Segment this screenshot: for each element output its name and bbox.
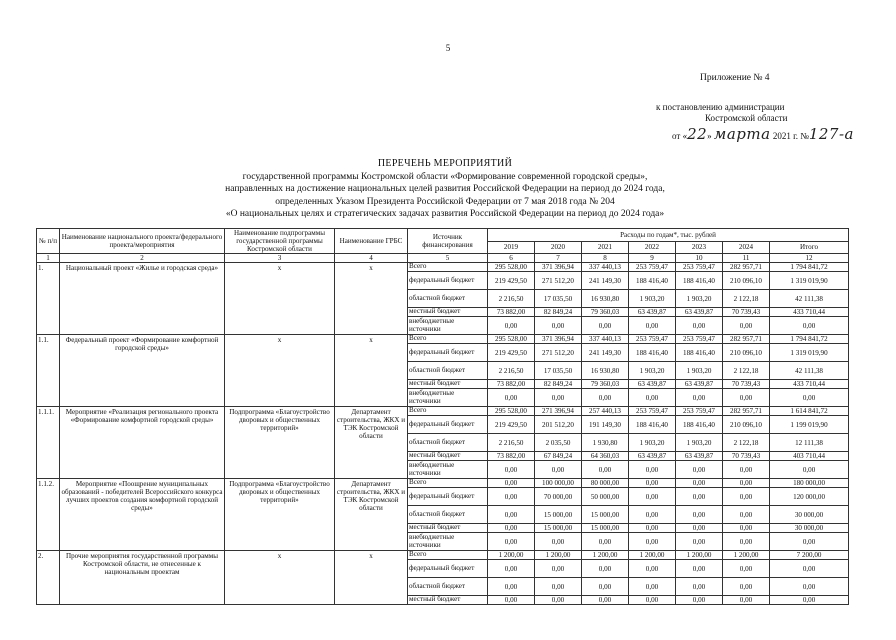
expense-value: 42 111,38 xyxy=(770,362,849,380)
decree-day: 22 xyxy=(687,125,708,143)
expense-value: 16 930,80 xyxy=(582,290,629,308)
expense-value: 0,00 xyxy=(629,578,676,596)
table-row xyxy=(37,479,849,488)
decree-month: марта xyxy=(713,125,771,143)
expense-value: 1 903,20 xyxy=(676,434,723,452)
expense-value: 0,00 xyxy=(629,389,676,407)
expense-value: 100 000,00 xyxy=(535,479,582,488)
expense-value: 253 759,47 xyxy=(676,335,723,344)
expense-value: 0,00 xyxy=(535,533,582,551)
expense-value: 0,00 xyxy=(676,506,723,524)
expense-value: 219 429,50 xyxy=(488,344,535,362)
expense-value: 282 957,71 xyxy=(723,407,770,416)
row-number: 1.1. xyxy=(37,335,60,407)
row-number: 1. xyxy=(37,263,60,335)
funding-source: Всего xyxy=(408,335,488,344)
expense-value: 50 000,00 xyxy=(582,488,629,506)
expense-value: 219 429,50 xyxy=(488,272,535,290)
expense-value: 188 416,40 xyxy=(629,344,676,362)
expense-value: 0,00 xyxy=(582,389,629,407)
expense-value: 219 429,50 xyxy=(488,416,535,434)
expense-value: 188 416,40 xyxy=(676,416,723,434)
expense-value: 0,00 xyxy=(535,578,582,596)
expense-value: 63 439,87 xyxy=(629,308,676,317)
expense-value: 70 739,43 xyxy=(723,380,770,389)
funding-source: федеральный бюджет xyxy=(408,344,488,362)
expense-value: 0,00 xyxy=(488,506,535,524)
column-index: 12 xyxy=(770,254,849,263)
expense-value: 63 439,87 xyxy=(676,308,723,317)
expense-value: 371 396,94 xyxy=(535,335,582,344)
header-grbs: Наименование ГРБС xyxy=(335,229,408,254)
expense-value: 295 528,00 xyxy=(488,335,535,344)
expense-value: 210 096,10 xyxy=(723,272,770,290)
expense-value: 0,00 xyxy=(629,533,676,551)
expense-value: 191 149,30 xyxy=(582,416,629,434)
expense-value: 0,00 xyxy=(676,524,723,533)
funding-source: Всего xyxy=(408,479,488,488)
expense-value: 0,00 xyxy=(676,389,723,407)
expense-value: 70 000,00 xyxy=(535,488,582,506)
expense-value: 253 759,47 xyxy=(676,263,723,272)
expense-value: 0,00 xyxy=(488,578,535,596)
funding-source: областной бюджет xyxy=(408,434,488,452)
expense-value: 1 794 841,72 xyxy=(770,263,849,272)
column-index: 4 xyxy=(335,254,408,263)
expense-value: 0,00 xyxy=(770,533,849,551)
expense-value: 0,00 xyxy=(676,560,723,578)
activity-name: Национальный проект «Жилье и городская среда» xyxy=(60,263,225,335)
expense-value: 433 710,44 xyxy=(770,380,849,389)
expense-value: 0,00 xyxy=(770,578,849,596)
expense-value: 0,00 xyxy=(488,596,535,605)
funding-source: федеральный бюджет xyxy=(408,488,488,506)
expense-value: 30 000,00 xyxy=(770,524,849,533)
column-index: 5 xyxy=(408,254,488,263)
decree-date-line: от «22» марта 2021 г. №127-а xyxy=(672,125,854,143)
expense-value: 0,00 xyxy=(488,389,535,407)
column-index: 1 xyxy=(37,254,60,263)
funding-source: местный бюджет xyxy=(408,524,488,533)
expense-value: 15 000,00 xyxy=(582,524,629,533)
expense-value: 73 882,00 xyxy=(488,308,535,317)
header-subprogram: Наименование подпрограммы государственной программы Костромской области xyxy=(225,229,335,254)
grbs-name: х xyxy=(335,335,408,407)
expense-value: 120 000,00 xyxy=(770,488,849,506)
expense-value: 73 882,00 xyxy=(488,380,535,389)
title-line-2: направленных на достижение национальных целей развития Российской Федерации на период до 2024 года, xyxy=(225,184,665,195)
expense-value: 7 200,00 xyxy=(770,551,849,560)
expense-value: 0,00 xyxy=(582,596,629,605)
expense-value: 0,00 xyxy=(582,578,629,596)
expense-value: 271 512,20 xyxy=(535,344,582,362)
expense-value: 0,00 xyxy=(488,317,535,335)
expense-value: 0,00 xyxy=(582,317,629,335)
funding-source: Всего xyxy=(408,551,488,560)
expense-value: 63 439,87 xyxy=(629,380,676,389)
expense-value: 0,00 xyxy=(629,560,676,578)
title-line-3: определенных Указом Президента Российской Федерации от 7 мая 2018 года № 204 xyxy=(275,196,615,207)
expense-value: 1 614 841,72 xyxy=(770,407,849,416)
expense-value: 241 149,30 xyxy=(582,344,629,362)
header-year: 2024 xyxy=(723,241,770,254)
expense-value: 1 903,20 xyxy=(676,290,723,308)
funding-source: областной бюджет xyxy=(408,290,488,308)
expense-value: 0,00 xyxy=(723,578,770,596)
expense-value: 15 000,00 xyxy=(535,524,582,533)
expense-value: 1 200,00 xyxy=(676,551,723,560)
expense-value: 0,00 xyxy=(582,560,629,578)
expense-value: 1 200,00 xyxy=(629,551,676,560)
funding-source: областной бюджет xyxy=(408,362,488,380)
funding-source: местный бюджет xyxy=(408,308,488,317)
expense-value: 0,00 xyxy=(676,596,723,605)
column-index: 11 xyxy=(723,254,770,263)
expense-value: 257 440,13 xyxy=(582,407,629,416)
expense-value: 271 396,94 xyxy=(535,407,582,416)
expense-value: 0,00 xyxy=(629,506,676,524)
expense-value: 1 903,20 xyxy=(629,434,676,452)
funding-source: областной бюджет xyxy=(408,506,488,524)
expense-value: 2 122,18 xyxy=(723,434,770,452)
column-index: 9 xyxy=(629,254,676,263)
expense-value: 0,00 xyxy=(770,560,849,578)
expense-value: 67 849,24 xyxy=(535,452,582,461)
expense-value: 2 122,18 xyxy=(723,362,770,380)
funding-source: федеральный бюджет xyxy=(408,272,488,290)
expense-value: 253 759,47 xyxy=(676,407,723,416)
subprogram-name: Подпрограмма «Благоустройство дворовых и общественных территорий» xyxy=(225,407,335,479)
expense-value: 0,00 xyxy=(629,479,676,488)
header-year: 2022 xyxy=(629,241,676,254)
decree-line-2: Костромской области xyxy=(705,113,788,123)
page-number: 5 xyxy=(445,43,451,53)
expense-value: 282 957,71 xyxy=(723,335,770,344)
expense-value: 0,00 xyxy=(488,533,535,551)
expense-value: 17 035,50 xyxy=(535,362,582,380)
expense-value: 253 759,47 xyxy=(629,263,676,272)
expense-value: 0,00 xyxy=(723,461,770,479)
activity-name: Мероприятие «Реализация регионального проекта «Формирование комфортной городской среды» xyxy=(60,407,225,479)
expense-value: 1 903,20 xyxy=(629,290,676,308)
column-index-row xyxy=(37,254,849,263)
subprogram-name: х xyxy=(225,335,335,407)
expense-value: 433 710,44 xyxy=(770,308,849,317)
expense-value: 403 710,44 xyxy=(770,452,849,461)
expense-value: 0,00 xyxy=(723,533,770,551)
subprogram-name: Подпрограмма «Благоустройство дворовых и общественных территорий» xyxy=(225,479,335,551)
expense-value: 0,00 xyxy=(723,560,770,578)
row-number: 1.1.1. xyxy=(37,407,60,479)
expense-value: 0,00 xyxy=(629,317,676,335)
expense-value: 0,00 xyxy=(770,461,849,479)
expense-value: 0,00 xyxy=(676,461,723,479)
expense-value: 0,00 xyxy=(535,596,582,605)
decree-line-1: к постановлению администрации xyxy=(656,102,785,112)
expense-value: 0,00 xyxy=(629,596,676,605)
expense-value: 0,00 xyxy=(488,479,535,488)
funding-source: местный бюджет xyxy=(408,596,488,605)
expense-value: 253 759,47 xyxy=(629,335,676,344)
expense-value: 1 200,00 xyxy=(488,551,535,560)
expense-value: 1 903,20 xyxy=(676,362,723,380)
decree-number: 127-а xyxy=(808,125,854,143)
column-index: 2 xyxy=(60,254,225,263)
expense-value: 1 319 019,90 xyxy=(770,272,849,290)
expense-value: 15 000,00 xyxy=(582,506,629,524)
expense-value: 42 111,38 xyxy=(770,290,849,308)
grbs-name: Департамент строительства, ЖКХ и ТЭК Костромской области xyxy=(335,407,408,479)
expense-value: 295 528,00 xyxy=(488,263,535,272)
header-year: 2023 xyxy=(676,241,723,254)
header-year: 2019 xyxy=(488,241,535,254)
expense-value: 82 849,24 xyxy=(535,308,582,317)
expense-value: 188 416,40 xyxy=(629,416,676,434)
table-header xyxy=(37,229,849,263)
funding-source: внебюджетные источники xyxy=(408,389,488,407)
expense-value: 1 200,00 xyxy=(582,551,629,560)
expense-value: 0,00 xyxy=(723,317,770,335)
expense-value: 0,00 xyxy=(676,578,723,596)
expense-value: 0,00 xyxy=(535,461,582,479)
expense-value: 0,00 xyxy=(676,479,723,488)
expense-value: 16 930,80 xyxy=(582,362,629,380)
expense-value: 1 199 019,90 xyxy=(770,416,849,434)
expense-value: 70 739,43 xyxy=(723,452,770,461)
decree-year: 2021 г. № xyxy=(772,131,809,141)
expense-value: 1 794 841,72 xyxy=(770,335,849,344)
expense-value: 79 360,03 xyxy=(582,380,629,389)
table-body xyxy=(37,263,849,605)
expense-value: 0,00 xyxy=(723,524,770,533)
expense-value: 282 957,71 xyxy=(723,263,770,272)
expense-value: 0,00 xyxy=(723,479,770,488)
expense-value: 2 035,50 xyxy=(535,434,582,452)
expense-value: 295 528,00 xyxy=(488,407,535,416)
expense-value: 0,00 xyxy=(535,389,582,407)
expense-value: 64 360,03 xyxy=(582,452,629,461)
expense-value: 2 216,50 xyxy=(488,434,535,452)
expense-value: 63 439,87 xyxy=(676,452,723,461)
funding-source: федеральный бюджет xyxy=(408,416,488,434)
table-row xyxy=(37,551,849,560)
expense-value: 2 122,18 xyxy=(723,290,770,308)
expense-value: 82 849,24 xyxy=(535,380,582,389)
expense-value: 0,00 xyxy=(770,389,849,407)
expense-value: 0,00 xyxy=(629,461,676,479)
expense-value: 15 000,00 xyxy=(535,506,582,524)
header-year: 2021 xyxy=(582,241,629,254)
row-number: 2. xyxy=(37,551,60,605)
grbs-name: Департамент строительства, ЖКХ и ТЭК Костромской области xyxy=(335,479,408,551)
expense-value: 63 439,87 xyxy=(629,452,676,461)
expense-value: 0,00 xyxy=(582,461,629,479)
expense-value: 0,00 xyxy=(488,524,535,533)
table-row xyxy=(37,407,849,416)
expense-value: 0,00 xyxy=(535,560,582,578)
funding-source: Всего xyxy=(408,407,488,416)
subprogram-name: х xyxy=(225,263,335,335)
expense-value: 241 149,30 xyxy=(582,272,629,290)
expense-value: 0,00 xyxy=(723,596,770,605)
expense-value: 17 035,50 xyxy=(535,290,582,308)
grbs-name: х xyxy=(335,263,408,335)
expense-value: 371 396,94 xyxy=(535,263,582,272)
header-name: Наименование национального проекта/федерального проекта/мероприятия xyxy=(60,229,225,254)
appendix-label: Приложение № 4 xyxy=(700,73,770,83)
expense-value: 0,00 xyxy=(770,596,849,605)
title-line-1: государственной программы Костромской области «Формирование современной городской среды», xyxy=(242,171,648,182)
funding-source: федеральный бюджет xyxy=(408,560,488,578)
expense-value: 79 360,03 xyxy=(582,308,629,317)
expense-value: 80 000,00 xyxy=(582,479,629,488)
table-row xyxy=(37,263,849,272)
expense-value: 0,00 xyxy=(723,389,770,407)
expense-value: 0,00 xyxy=(676,317,723,335)
subprogram-name: х xyxy=(225,551,335,605)
expense-value: 337 440,13 xyxy=(582,335,629,344)
expense-value: 210 096,10 xyxy=(723,344,770,362)
expense-value: 0,00 xyxy=(488,461,535,479)
expense-value: 253 759,47 xyxy=(629,407,676,416)
expense-value: 2 216,50 xyxy=(488,362,535,380)
header-year: Итого xyxy=(770,241,849,254)
expense-value: 0,00 xyxy=(723,506,770,524)
header-num: № п/п xyxy=(37,229,60,254)
expense-value: 0,00 xyxy=(676,488,723,506)
expense-value: 0,00 xyxy=(488,488,535,506)
expense-value: 30 000,00 xyxy=(770,506,849,524)
funding-source: внебюджетные источники xyxy=(408,533,488,551)
activity-name: Прочие мероприятия государственной программы Костромской области, не отнесенные к национальным проектам xyxy=(60,551,225,605)
expense-value: 201 512,20 xyxy=(535,416,582,434)
expense-value: 63 439,87 xyxy=(676,380,723,389)
title-heading: ПЕРЕЧЕНЬ МЕРОПРИЯТИЙ xyxy=(377,158,513,169)
funding-source: Всего xyxy=(408,263,488,272)
funding-source: местный бюджет xyxy=(408,380,488,389)
header-costs: Расходы по годам*, тыс. рублей xyxy=(488,229,849,242)
header-year: 2020 xyxy=(535,241,582,254)
expense-value: 0,00 xyxy=(629,488,676,506)
grbs-name: х xyxy=(335,551,408,605)
funding-source: внебюджетные источники xyxy=(408,317,488,335)
expense-value: 180 000,00 xyxy=(770,479,849,488)
expense-value: 1 200,00 xyxy=(723,551,770,560)
document-title xyxy=(120,158,770,221)
column-index: 8 xyxy=(582,254,629,263)
expense-value: 188 416,40 xyxy=(676,344,723,362)
column-index: 3 xyxy=(225,254,335,263)
expense-value: 0,00 xyxy=(723,488,770,506)
activities-table xyxy=(36,228,849,605)
funding-source: внебюджетные источники xyxy=(408,461,488,479)
expense-value: 271 512,20 xyxy=(535,272,582,290)
expense-value: 188 416,40 xyxy=(629,272,676,290)
expense-value: 1 930,80 xyxy=(582,434,629,452)
decree-from: от « xyxy=(672,131,688,141)
expense-value: 337 440,13 xyxy=(582,263,629,272)
expense-value: 12 111,38 xyxy=(770,434,849,452)
column-index: 7 xyxy=(535,254,582,263)
funding-source: областной бюджет xyxy=(408,578,488,596)
expense-value: 0,00 xyxy=(676,533,723,551)
expense-value: 0,00 xyxy=(488,560,535,578)
header-source: Источник финансирования xyxy=(408,229,488,254)
expense-value: 210 096,10 xyxy=(723,416,770,434)
expense-value: 0,00 xyxy=(629,524,676,533)
expense-value: 73 882,00 xyxy=(488,452,535,461)
column-index: 10 xyxy=(676,254,723,263)
expense-value: 0,00 xyxy=(535,317,582,335)
row-number: 1.1.2. xyxy=(37,479,60,551)
activity-name: Федеральный проект «Формирование комфортной городской среды» xyxy=(60,335,225,407)
expense-value: 0,00 xyxy=(770,317,849,335)
expense-value: 1 903,20 xyxy=(629,362,676,380)
expense-value: 188 416,40 xyxy=(676,272,723,290)
expense-value: 0,00 xyxy=(582,533,629,551)
expense-value: 1 319 019,90 xyxy=(770,344,849,362)
expense-value: 2 216,50 xyxy=(488,290,535,308)
title-line-4: «О национальных целях и стратегических задачах развития Российской Федерации на период до 2024 года» xyxy=(225,209,665,220)
activity-name: Мероприятие «Поощрение муниципальных образований - победителей Всероссийского конкурса лучших проектов создания комфортной городской среды» xyxy=(60,479,225,551)
funding-source: местный бюджет xyxy=(408,452,488,461)
expense-value: 1 200,00 xyxy=(535,551,582,560)
table-row xyxy=(37,335,849,344)
expense-value: 70 739,43 xyxy=(723,308,770,317)
column-index: 6 xyxy=(488,254,535,263)
